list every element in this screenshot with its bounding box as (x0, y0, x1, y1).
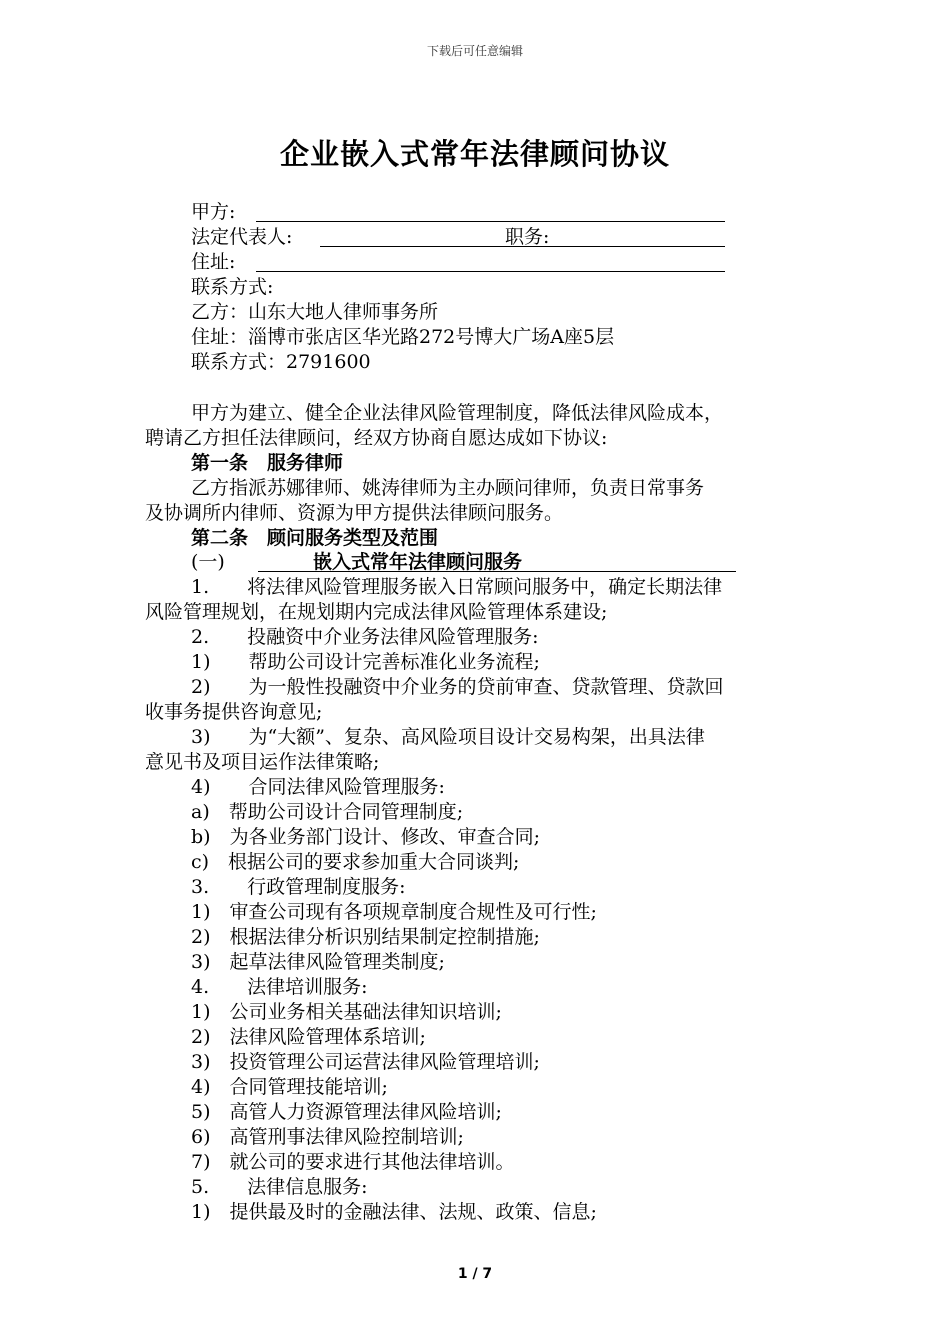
article-1-line-2: 及协调所内律师、资源为甲方提供法律顾问服务。 (145, 502, 564, 524)
body-line: 1) 审查公司现有各项规章制度合规性及可行性; (191, 901, 597, 923)
party-a-label: 甲方: (191, 201, 236, 223)
body-line: 1. 将法律风险管理服务嵌入日常顾问服务中，确定长期法律 (191, 576, 723, 598)
article-2-sub-underline (258, 571, 736, 572)
body-line: 5. 法律信息服务: (191, 1176, 368, 1198)
intro-line-1: 甲方为建立、健全企业法律风险管理制度，降低法律风险成本， (191, 402, 724, 424)
page-header-note: 下载后可任意编辑 (426, 44, 523, 58)
legal-rep-label: 法定代表人: (191, 226, 293, 248)
body-line: a) 帮助公司设计合同管理制度; (191, 801, 464, 823)
body-line: 3) 投资管理公司运营法律风险管理培训; (191, 1051, 540, 1073)
body-line: 4) 合同法律风险管理服务: (191, 776, 445, 798)
party-a-address-label: 住址: (191, 251, 236, 273)
party-a-contact-label: 联系方式: (191, 276, 274, 298)
body-line: 7) 就公司的要求进行其他法律培训。 (191, 1151, 515, 1173)
body-line: c) 根据公司的要求参加重大合同谈判; (191, 851, 520, 873)
article-2-sub-title: 嵌入式常年法律顾问服务 (313, 551, 523, 573)
article-1-line-1: 乙方指派苏娜律师、姚涛律师为主办顾问律师，负责日常事务 (191, 477, 705, 499)
body-line: 3) 起草法律风险管理类制度; (191, 951, 445, 973)
body-line: 4. 法律培训服务: (191, 976, 368, 998)
article-2-sub-number: (一) (191, 551, 225, 573)
body-line: 6) 高管刑事法律风险控制培训; (191, 1126, 464, 1148)
body-line: 1) 帮助公司设计完善标准化业务流程; (191, 651, 540, 673)
body-line: 2) 为一般性投融资中介业务的贷前审查、贷款管理、贷款回 (191, 676, 724, 698)
position-label: 职务: (505, 226, 550, 248)
body-line: 2) 根据法律分析识别结果制定控制措施; (191, 926, 540, 948)
party-b-contact: 联系方式：2791600 (191, 351, 371, 373)
party-b-address: 住址：淄博市张店区华光路272号博大广场A座5层 (191, 326, 615, 348)
body-line: b) 为各业务部门设计、修改、审查合同; (191, 826, 540, 848)
body-line: 2. 投融资中介业务法律风险管理服务: (191, 626, 539, 648)
party-a-address-underline (256, 271, 725, 272)
body-line: 5) 高管人力资源管理法律风险培训; (191, 1101, 502, 1123)
body-line: 1) 提供最及时的金融法律、法规、政策、信息; (191, 1201, 597, 1223)
body-line: 3) 为“大额”、复杂、高风险项目设计交易构架，出具法律 (191, 726, 705, 748)
body-line: 1) 公司业务相关基础法律知识培训; (191, 1001, 502, 1023)
document-title: 企业嵌入式常年法律顾问协议 (279, 137, 670, 171)
article-2-heading: 第二条 顾问服务类型及范围 (191, 527, 439, 549)
party-b-name: 乙方：山东大地人律师事务所 (191, 301, 439, 323)
body-line: 意见书及项目运作法律策略; (145, 751, 380, 773)
body-line: 风险管理规划，在规划期内完成法律风险管理体系建设; (145, 601, 608, 623)
body-line: 收事务提供咨询意见; (145, 701, 323, 723)
page-number: 1 / 7 (457, 1266, 493, 1282)
body-line: 4) 合同管理技能培训; (191, 1076, 388, 1098)
party-a-underline (256, 221, 725, 222)
intro-line-2: 聘请乙方担任法律顾问，经双方协商自愿达成如下协议: (145, 427, 608, 449)
body-line: 2) 法律风险管理体系培训; (191, 1026, 426, 1048)
body-line: 3. 行政管理制度服务: (191, 876, 406, 898)
article-1-heading: 第一条 服务律师 (191, 452, 344, 474)
